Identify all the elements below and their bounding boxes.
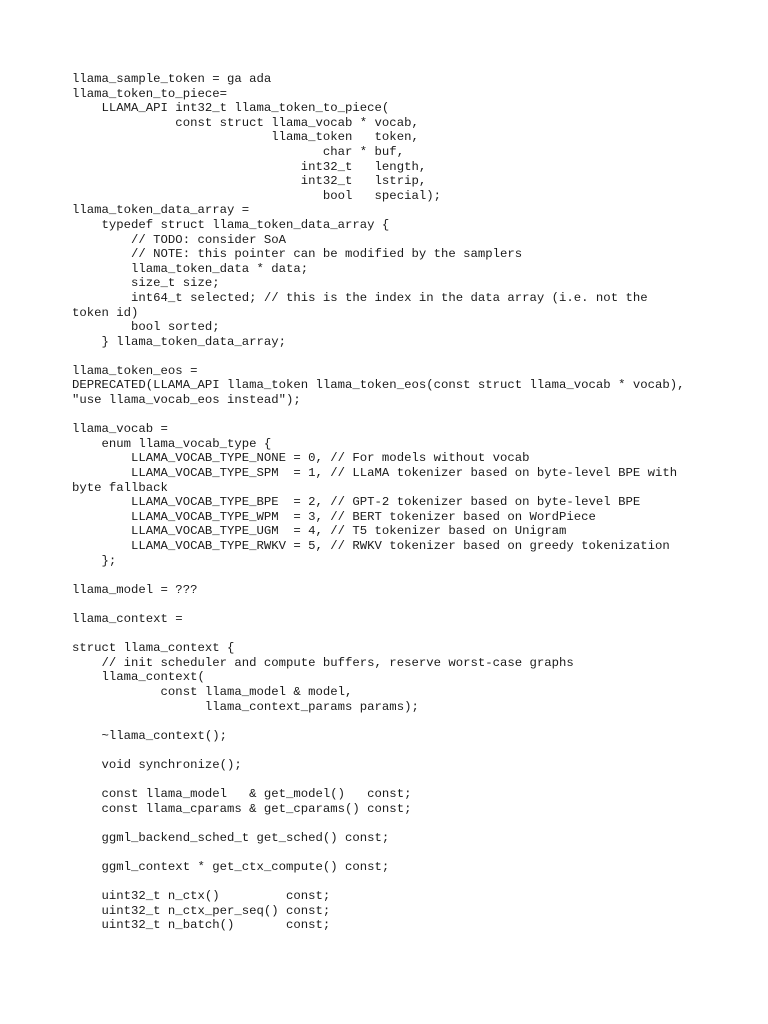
code-line [72,816,712,831]
code-line [72,408,712,423]
code-line: llama_sample_token = ga ada [72,72,272,86]
code-line [72,349,712,364]
code-line: LLAMA_VOCAB_TYPE_RWKV = 5, // RWKV tokenizer based on greedy tokenization [72,539,670,553]
code-line: int32_t length, [72,159,427,174]
code-line: token id) [72,305,139,320]
code-line: llama_context( [72,670,205,685]
code-line: uint32_t n_batch() const; [72,918,331,933]
code-line: llama_model = ??? [72,582,198,597]
code-line: LLAMA_VOCAB_TYPE_WPM = 3, // BERT tokenizer based on WordPiece [72,509,596,524]
code-line: LLAMA_VOCAB_TYPE_BPE = 2, // GPT-2 tokenizer based on byte-level BPE [72,495,641,510]
code-line: llama_vocab = [72,422,168,437]
code-line: enum llama_vocab_type { [72,436,272,451]
code-line: byte fallback [72,480,168,495]
code-line: const llama_model & model, [72,684,353,699]
code-line: int32_t lstrip, [72,174,427,189]
code-line: LLAMA_API int32_t llama_token_to_piece( [72,101,390,116]
code-line: const struct llama_vocab * vocab, [72,115,419,130]
code-line: bool special); [72,188,441,203]
code-line: const llama_model & get_model() const; [72,787,412,802]
code-line: llama_token token, [72,130,419,145]
code-line: llama_token_eos = [72,363,198,378]
code-line: // init scheduler and compute buffers, reserve worst-case graphs [72,655,574,670]
code-line: bool sorted; [72,320,220,335]
code-line: DEPRECATED(LLAMA_API llama_token llama_token_eos(const struct llama_vocab * vocab), [72,378,685,393]
code-line: llama_context_params params); [72,699,419,714]
code-line [72,773,712,788]
code-line [72,743,712,758]
code-line: } llama_token_data_array; [72,334,287,349]
code-line: uint32_t n_ctx_per_seq() const; [72,903,331,918]
code-line: typedef struct llama_token_data_array { [72,217,390,232]
code-line: size_t size; [72,276,220,291]
code-line: uint32_t n_ctx() const; [72,889,331,904]
code-line: // TODO: consider SoA [72,232,287,247]
code-line [72,714,712,729]
code-line: "use llama_vocab_eos instead"); [72,393,301,408]
code-line [72,845,712,860]
code-line: llama_context = [72,611,183,626]
code-line: void synchronize(); [72,757,242,772]
code-line [72,568,712,583]
code-line: LLAMA_VOCAB_TYPE_NONE = 0, // For models without vocab [72,451,530,466]
code-line: int64_t selected; // this is the index in the data array (i.e. not the [72,290,648,305]
code-line: const llama_cparams & get_cparams() const; [72,801,412,816]
code-line: ggml_backend_sched_t get_sched() const; [72,830,390,845]
code-line: // NOTE: this pointer can be modified by the samplers [72,247,523,262]
code-line: llama_token_data * data; [72,261,309,276]
code-line: ~llama_context(); [72,728,227,743]
code-line: llama_token_data_array = [72,203,250,218]
code-line: llama_token_to_piece= [72,86,227,101]
code-line [72,597,712,612]
code-line: char * buf, [72,144,405,159]
code-line: }; [72,553,117,568]
code-line: ggml_context * get_ctx_compute() const; [72,860,390,875]
code-line: struct llama_context { [72,641,235,656]
code-line: LLAMA_VOCAB_TYPE_UGM = 4, // T5 tokenizer based on Unigram [72,524,567,539]
code-line [72,627,712,642]
code-line: LLAMA_VOCAB_TYPE_SPM = 1, // LLaMA tokenizer based on byte-level BPE with [72,466,678,481]
document-page [72,72,712,933]
code-line [72,875,712,890]
